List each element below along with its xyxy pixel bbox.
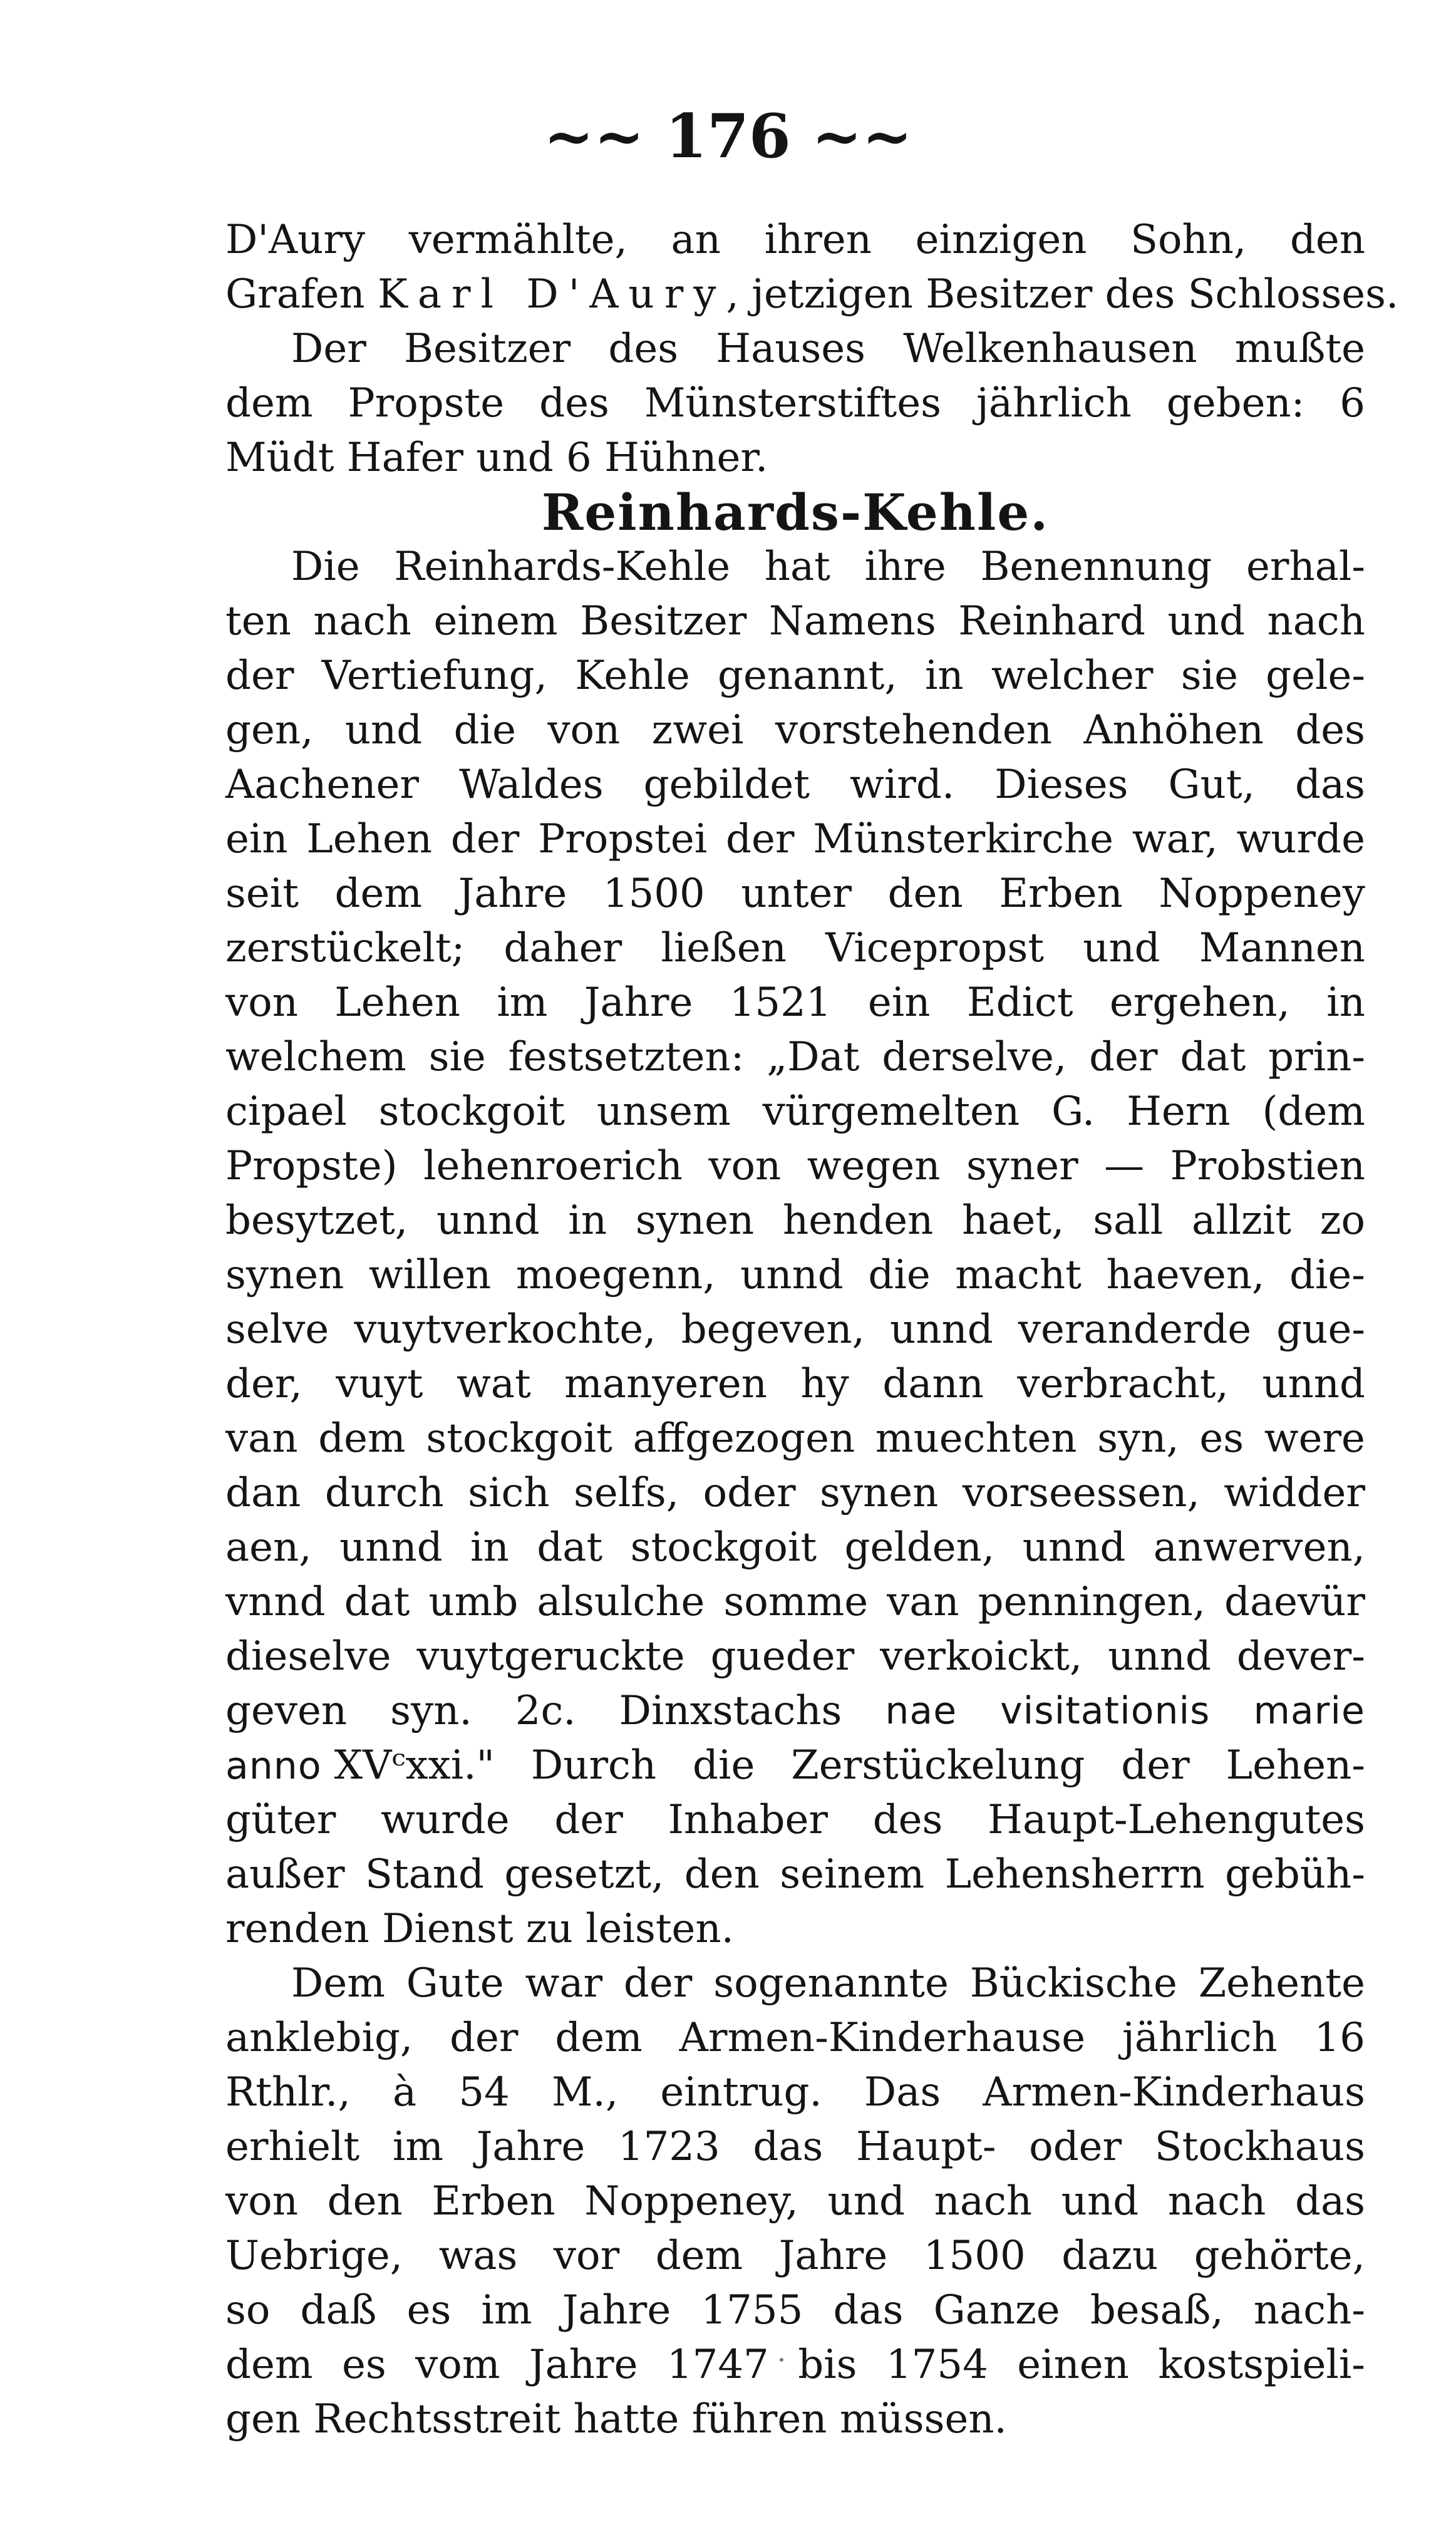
text-line: dieselve vuytgeruckte gueder verkoickt, unnd dever- [225,1633,1365,1680]
text-line: dem es vom Jahre 1747 bis 1754 einen kostspieli- [225,2342,1365,2388]
page-number: ~~ 176 ~~ [544,101,912,172]
text-line: anno XVᶜxxi." Durch die Zerstückelung der Lehen- [225,1742,1365,1789]
text-line: Grafen Karl D'Aury , jetzigen Besitzer des Schlosses. [225,267,1365,322]
text-line: Propste) lehenroerich von wegen syner — Probstien [225,1143,1365,1189]
text-line: cipael stockgoit unsem vürgemelten G. Hern (dem [225,1088,1365,1135]
latin-text: visitationis [1000,1689,1211,1733]
text-line: ein Lehen der Propstei der Münsterkirche war, wurde [225,816,1365,862]
speck-mark [780,2358,783,2362]
spaced-name: Karl D'Aury [378,271,726,318]
text-line: von Lehen im Jahre 1521 ein Edict ergehen, in [225,979,1365,1026]
latin-text: anno [225,1744,334,1788]
text-line: Der Besitzer des Hauses Welkenhausen mußte [291,326,1365,372]
text-line: Uebrige, was vor dem Jahre 1500 dazu gehörte, [225,2233,1365,2279]
text-line: seit dem Jahre 1500 unter den Erben Noppeney [225,871,1365,917]
text-line: renden Dienst zu leisten. [225,1906,734,1952]
text-line: dem Propste des Münsterstiftes jährlich geben: 6 [225,380,1365,426]
text-line: gen Rechtsstreit hatte führen müssen. [225,2396,1007,2442]
text-line: dan durch sich selfs, oder synen vorseessen, widder [225,1470,1365,1516]
text-line: aen, unnd in dat stockgoit gelden, unnd anwerven, [225,1524,1365,1571]
text-line: außer Stand gesetzt, den seinem Lehensherrn gebüh- [225,1851,1365,1898]
text-line: ten nach einem Besitzer Namens Reinhard und nach [225,598,1365,644]
text-line: zerstückelt; daher ließen Vicepropst und Mannen [225,925,1365,971]
text-line: D'Aury vermählte, an ihren einzigen Sohn, den [225,217,1365,263]
text-line: so daß es im Jahre 1755 das Ganze besaß, nach- [225,2287,1365,2333]
text-line: anklebig, der dem Armen-Kinderhause jährlich 16 [225,2015,1365,2061]
text-line: Dem Gute war der sogenannte Bückische Zehente [291,1960,1365,2007]
text-line: welchem sie festsetzten: „Dat derselve, der dat prin- [225,1034,1365,1080]
text-line: Rthlr., à 54 M., eintrug. Das Armen-Kinderhaus [225,2069,1365,2116]
text-line: synen willen moegenn, unnd die macht haeven, die- [225,1252,1365,1298]
text-line: gen, und die von zwei vorstehenden Anhöhen des [225,707,1365,753]
text-line: erhielt im Jahre 1723 das Haupt- oder Stockhaus [225,2124,1365,2170]
text-line: der, vuyt wat manyeren hy dann verbracht, unnd [225,1361,1365,1407]
text-line: güter wurde der Inhaber des Haupt-Lehengutes [225,1797,1365,1843]
text-line: vnnd dat umb alsulche somme van penningen, daevür [225,1579,1365,1625]
text-line: Müdt Hafer und 6 Hühner. [225,435,768,481]
latin-text: nae [885,1689,958,1733]
latin-text: marie [1253,1689,1365,1733]
text-line: geven syn. 2c. Dinxstachs nae visitationis marie [225,1684,1365,1739]
text-line: von den Erben Noppeney, und nach und nach das [225,2178,1365,2225]
text-line: besytzet, unnd in synen henden haet, sall allzit zo [225,1197,1365,1244]
text-line: van dem stockgoit affgezogen muechten syn, es were [225,1415,1365,1462]
text-line: selve vuytverkochte, begeven, unnd veranderde gue- [225,1306,1365,1353]
text-line: der Vertiefung, Kehle genannt, in welcher sie gele- [225,653,1365,699]
page-body [225,213,1399,2447]
section-heading: Reinhards-Kehle. [541,483,1050,542]
text-line: Aachener Waldes gebildet wird. Dieses Gut, das [225,762,1365,808]
text-line: Die Reinhards-Kehle hat ihre Benennung erhal- [291,544,1365,590]
